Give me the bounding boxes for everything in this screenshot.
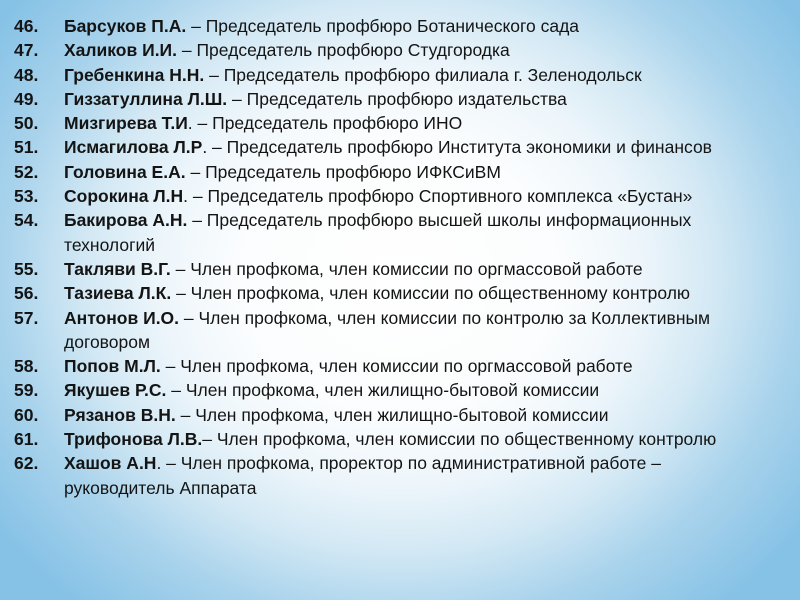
- list-item: [14, 87, 790, 111]
- member-role: – Председатель профбюро издательства: [227, 88, 567, 109]
- item-number: 51.: [14, 137, 39, 158]
- member-role: – Председатель профбюро Студгородка: [177, 40, 510, 61]
- member-role: – Член профкома, член комиссии по оргмассовой работе: [170, 258, 643, 279]
- list-item: [14, 184, 790, 208]
- member-name: Якушев Р.С.: [64, 380, 167, 401]
- item-text: [64, 208, 790, 257]
- item-number: 55.: [14, 258, 39, 279]
- item-number: 50.: [14, 113, 39, 134]
- member-role: – Член профкома, член комиссии по контролю за Коллективным договором: [64, 307, 711, 352]
- item-number: 62.: [14, 453, 39, 474]
- list-item: [14, 403, 790, 427]
- item-text: [64, 257, 790, 281]
- item-text: [64, 38, 790, 62]
- list-item: [14, 427, 790, 451]
- item-number: 48.: [14, 64, 39, 85]
- member-role: – Председатель профбюро филиала г. Зеленодольск: [204, 64, 642, 85]
- item-text: [64, 111, 790, 135]
- item-text: [64, 378, 790, 402]
- member-name: Гребенкина Н.Н.: [64, 64, 205, 85]
- item-text: [64, 427, 790, 451]
- member-role: . – Председатель профбюро Спортивного комплекса «Бустан»: [183, 186, 693, 207]
- member-role: – Член профкома, член комиссии по общественному контролю: [202, 429, 717, 450]
- item-number: 59.: [14, 380, 39, 401]
- item-text: [64, 403, 790, 427]
- member-role: – Член профкома, член комиссии по общественному контролю: [171, 283, 691, 304]
- list-item: [14, 111, 790, 135]
- item-text: [64, 14, 790, 38]
- member-name: Хашов А.Н: [64, 453, 157, 474]
- member-name: Бакирова А.Н.: [64, 210, 188, 231]
- item-number: 54.: [14, 210, 39, 231]
- item-number: 56.: [14, 283, 39, 304]
- item-number: 53.: [14, 186, 39, 207]
- member-name: Тазиева Л.К.: [64, 283, 172, 304]
- item-number: 47.: [14, 40, 39, 61]
- member-name: Барсуков П.А.: [64, 16, 187, 36]
- member-name: Исмагилова Л.Р: [64, 137, 203, 158]
- member-name: Халиков И.И.: [64, 40, 177, 61]
- member-name: Такляви В.Г.: [64, 258, 171, 279]
- member-name: Попов М.Л.: [64, 356, 161, 377]
- item-text: [64, 135, 790, 159]
- item-number: 46.: [14, 16, 39, 36]
- list-item: [14, 354, 790, 378]
- list-item: [14, 38, 790, 62]
- member-name: Рязанов В.Н.: [64, 404, 176, 425]
- list-item: [14, 63, 790, 87]
- item-number: 61.: [14, 429, 39, 450]
- item-number: 58.: [14, 356, 39, 377]
- member-role: – Член профкома, член жилищно-бытовой комиссии: [175, 404, 609, 425]
- member-name: Сорокина Л.Н: [64, 186, 184, 207]
- list-item: [14, 451, 790, 500]
- item-number: 49.: [14, 88, 39, 109]
- member-name: Головина Е.А.: [64, 161, 186, 182]
- item-text: [64, 87, 790, 111]
- member-role: – Член профкома, член комиссии по оргмассовой работе: [160, 356, 633, 377]
- list-item: [14, 208, 790, 257]
- list-item: [14, 135, 790, 159]
- member-role: – Председатель профбюро высшей школы информационных технологий: [64, 210, 692, 255]
- item-number: 52.: [14, 161, 39, 182]
- member-role: . – Член профкома, проректор по административной работе – руководитель Аппарата: [64, 453, 661, 498]
- item-number: 60.: [14, 404, 39, 425]
- member-role: . – Председатель профбюро Института экономики и финансов: [202, 137, 712, 158]
- list-item: [14, 14, 790, 38]
- member-name: Антонов И.О.: [64, 307, 180, 328]
- item-text: [64, 451, 790, 500]
- member-list: [14, 14, 790, 500]
- item-text: [64, 184, 790, 208]
- list-item: [14, 281, 790, 305]
- item-text: [64, 160, 790, 184]
- list-item: [14, 257, 790, 281]
- item-text: [64, 354, 790, 378]
- member-name: Трифонова Л.В.: [64, 429, 203, 450]
- member-role: – Председатель профбюро Ботанического сада: [186, 16, 580, 36]
- item-number: 57.: [14, 307, 39, 328]
- member-name: Мизгирева Т.И: [64, 113, 188, 134]
- member-role: – Член профкома, член жилищно-бытовой комиссии: [166, 380, 600, 401]
- member-name: Гиззатуллина Л.Ш.: [64, 88, 228, 109]
- item-text: [64, 281, 790, 305]
- item-text: [64, 306, 790, 355]
- item-text: [64, 63, 790, 87]
- member-role: . – Председатель профбюро ИНО: [187, 113, 463, 134]
- list-item: [14, 378, 790, 402]
- list-item: [14, 160, 790, 184]
- member-role: – Председатель профбюро ИФКСиВМ: [185, 161, 501, 182]
- list-item: [14, 306, 790, 355]
